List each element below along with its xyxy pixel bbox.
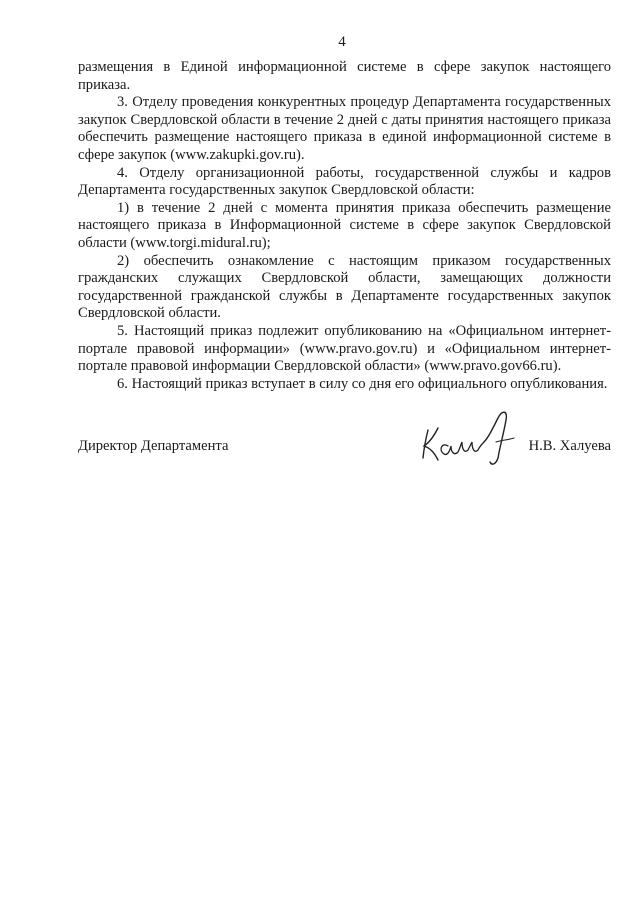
signature-row (78, 438, 611, 462)
paragraph-item-4: 4. Отделу организационной работы, государственной службы и кадров Департамента государственных закупок Свердловской области: (78, 164, 611, 199)
document-body (78, 59, 611, 393)
paragraph-item-6: 6. Настоящий приказ вступает в силу со дня его официального опубликования. (117, 375, 608, 392)
paragraph-item-3: 3. Отделу проведения конкурентных процедур Департамента государственных закупок Свердловской области в течение 2 дней с даты принятия настоящего приказа обеспечить размещение настоящего приказа в единой информационной системе в сфере закупок (www.zakupki.gov.ru). (78, 94, 611, 163)
signatory-position: Директор Департамента (78, 438, 229, 454)
paragraph-continuation: размещения в Единой информационной системе в сфере закупок настоящего приказа. (78, 59, 611, 93)
paragraph-subitem-2: 2) обеспечить ознакомление с настоящим приказом государственных гражданских служащих Свердловской области, замещающих должности государственной гражданской службы в Департаменте государственных закупок Свердловской области. (78, 252, 611, 322)
paragraph-item-5: 5. Настоящий приказ подлежит опубликованию на «Официальном интернет-портале правовой информации» (www.pravo.gov.ru) и «Официальном интернет-портале правовой информации Свердловской области» (www.pravo.gov66.ru). (78, 322, 611, 375)
paragraph-subitem-1: 1) в течение 2 дней с момента принятия приказа обеспечить размещение настоящего приказа в Информационной системе в сфере закупок Свердловской области (www.torgi.midural.ru); (78, 199, 611, 251)
signatory-name: Н.В. Халуева (528, 438, 611, 454)
page-number: 4 (338, 34, 346, 50)
